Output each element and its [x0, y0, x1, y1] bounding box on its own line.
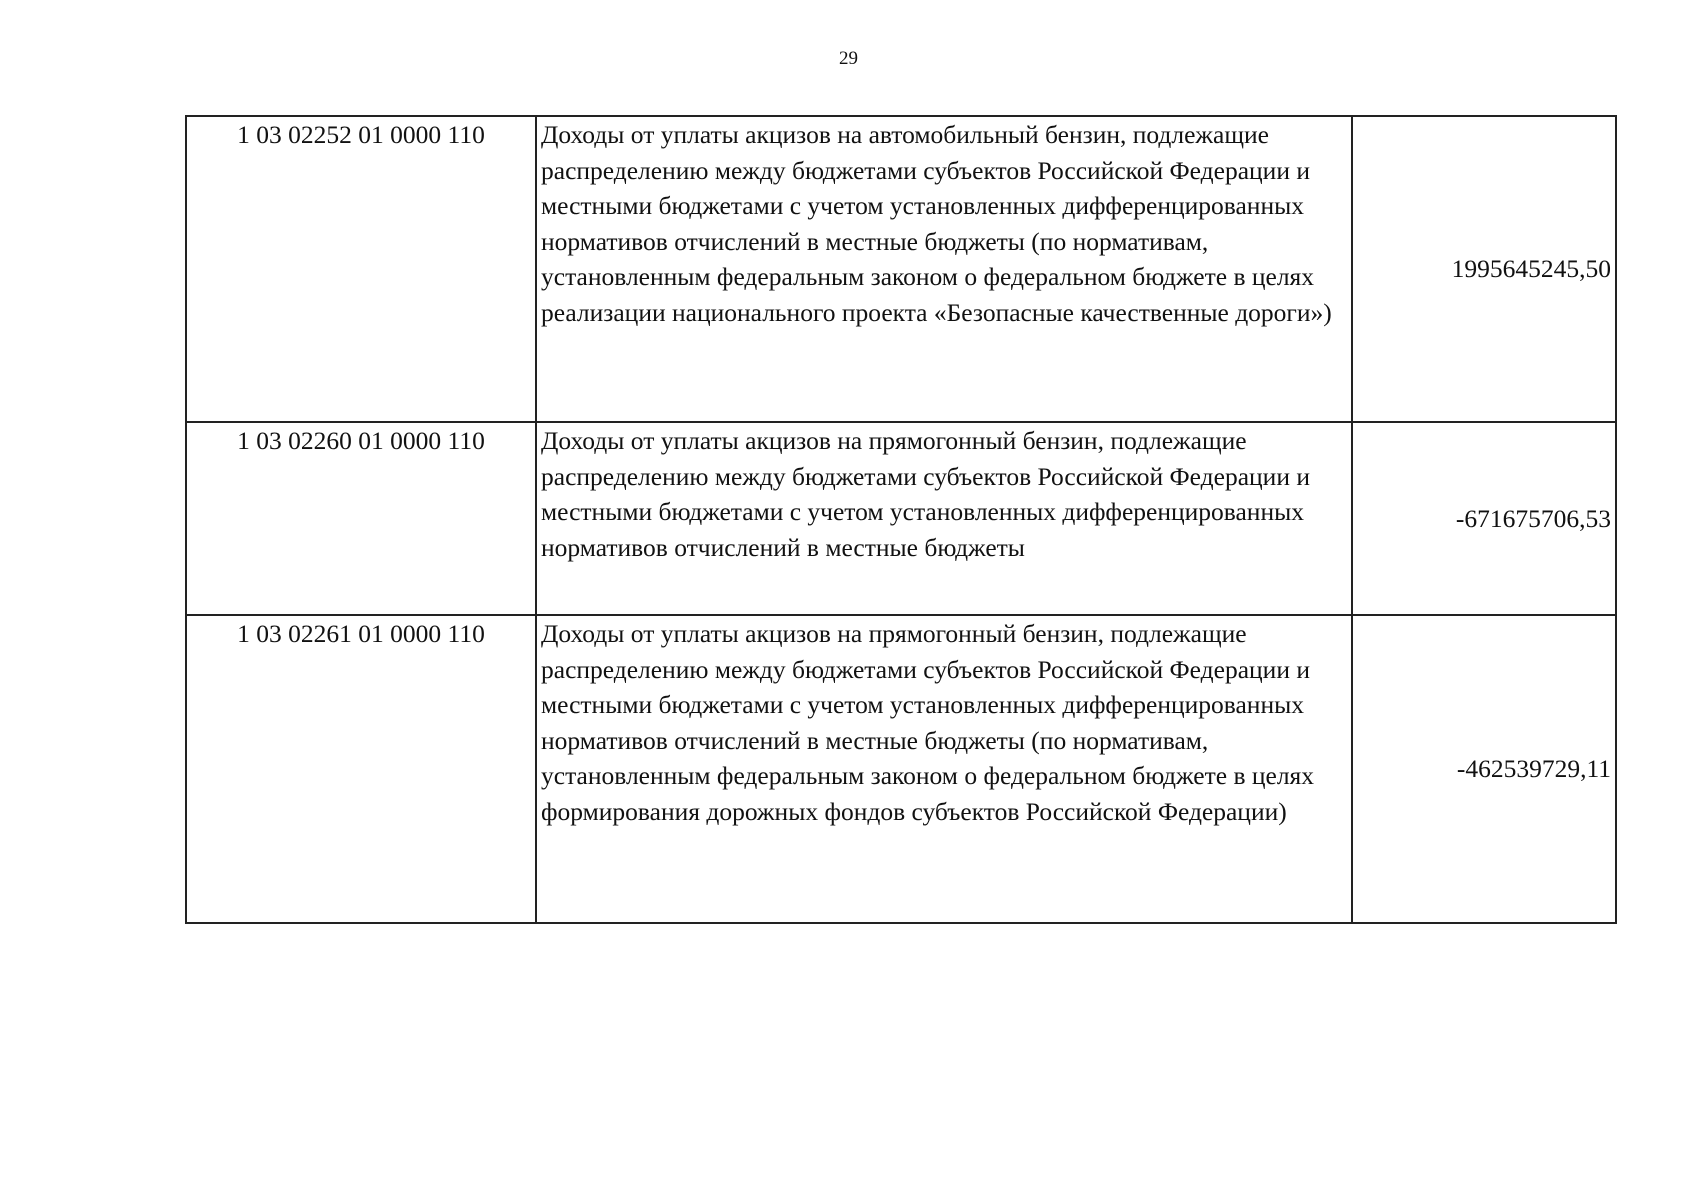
table-row	[186, 615, 1616, 923]
amount-cell: -671675706,53	[1352, 422, 1616, 615]
budget-code-cell: 1 03 02252 01 0000 110	[186, 116, 536, 422]
budget-code-cell: 1 03 02260 01 0000 110	[186, 422, 536, 615]
amount-cell: -462539729,11	[1352, 615, 1616, 923]
amount-cell: 1995645245,50	[1352, 116, 1616, 422]
description-cell: Доходы от уплаты акцизов на прямогонный бензин, подлежащие распределению между бюджетами субъектов Российской Федерации и местными бюджетами с учетом установленных дифференцированных нормативов отчислений в местные бюджеты (по нормативам, установленным федеральным законом о федеральном бюджете в целях формирования дорожных фондов субъектов Российской Федерации)	[536, 615, 1352, 923]
table-row	[186, 422, 1616, 615]
budget-code-cell: 1 03 02261 01 0000 110	[186, 615, 536, 923]
table-row	[186, 116, 1616, 422]
page-number: 29	[839, 48, 858, 69]
description-cell: Доходы от уплаты акцизов на автомобильный бензин, подлежащие распределению между бюджетами субъектов Российской Федерации и местными бюджетами с учетом установленных дифференцированных нормативов отчислений в местные бюджеты (по нормативам, установленным федеральным законом о федеральном бюджете в целях реализации национального проекта «Безопасные качественные дороги»)	[536, 116, 1352, 422]
revenue-table	[185, 115, 1617, 924]
description-cell: Доходы от уплаты акцизов на прямогонный бензин, подлежащие распределению между бюджетами субъектов Российской Федерации и местными бюджетами с учетом установленных дифференцированных нормативов отчислений в местные бюджеты	[536, 422, 1352, 615]
